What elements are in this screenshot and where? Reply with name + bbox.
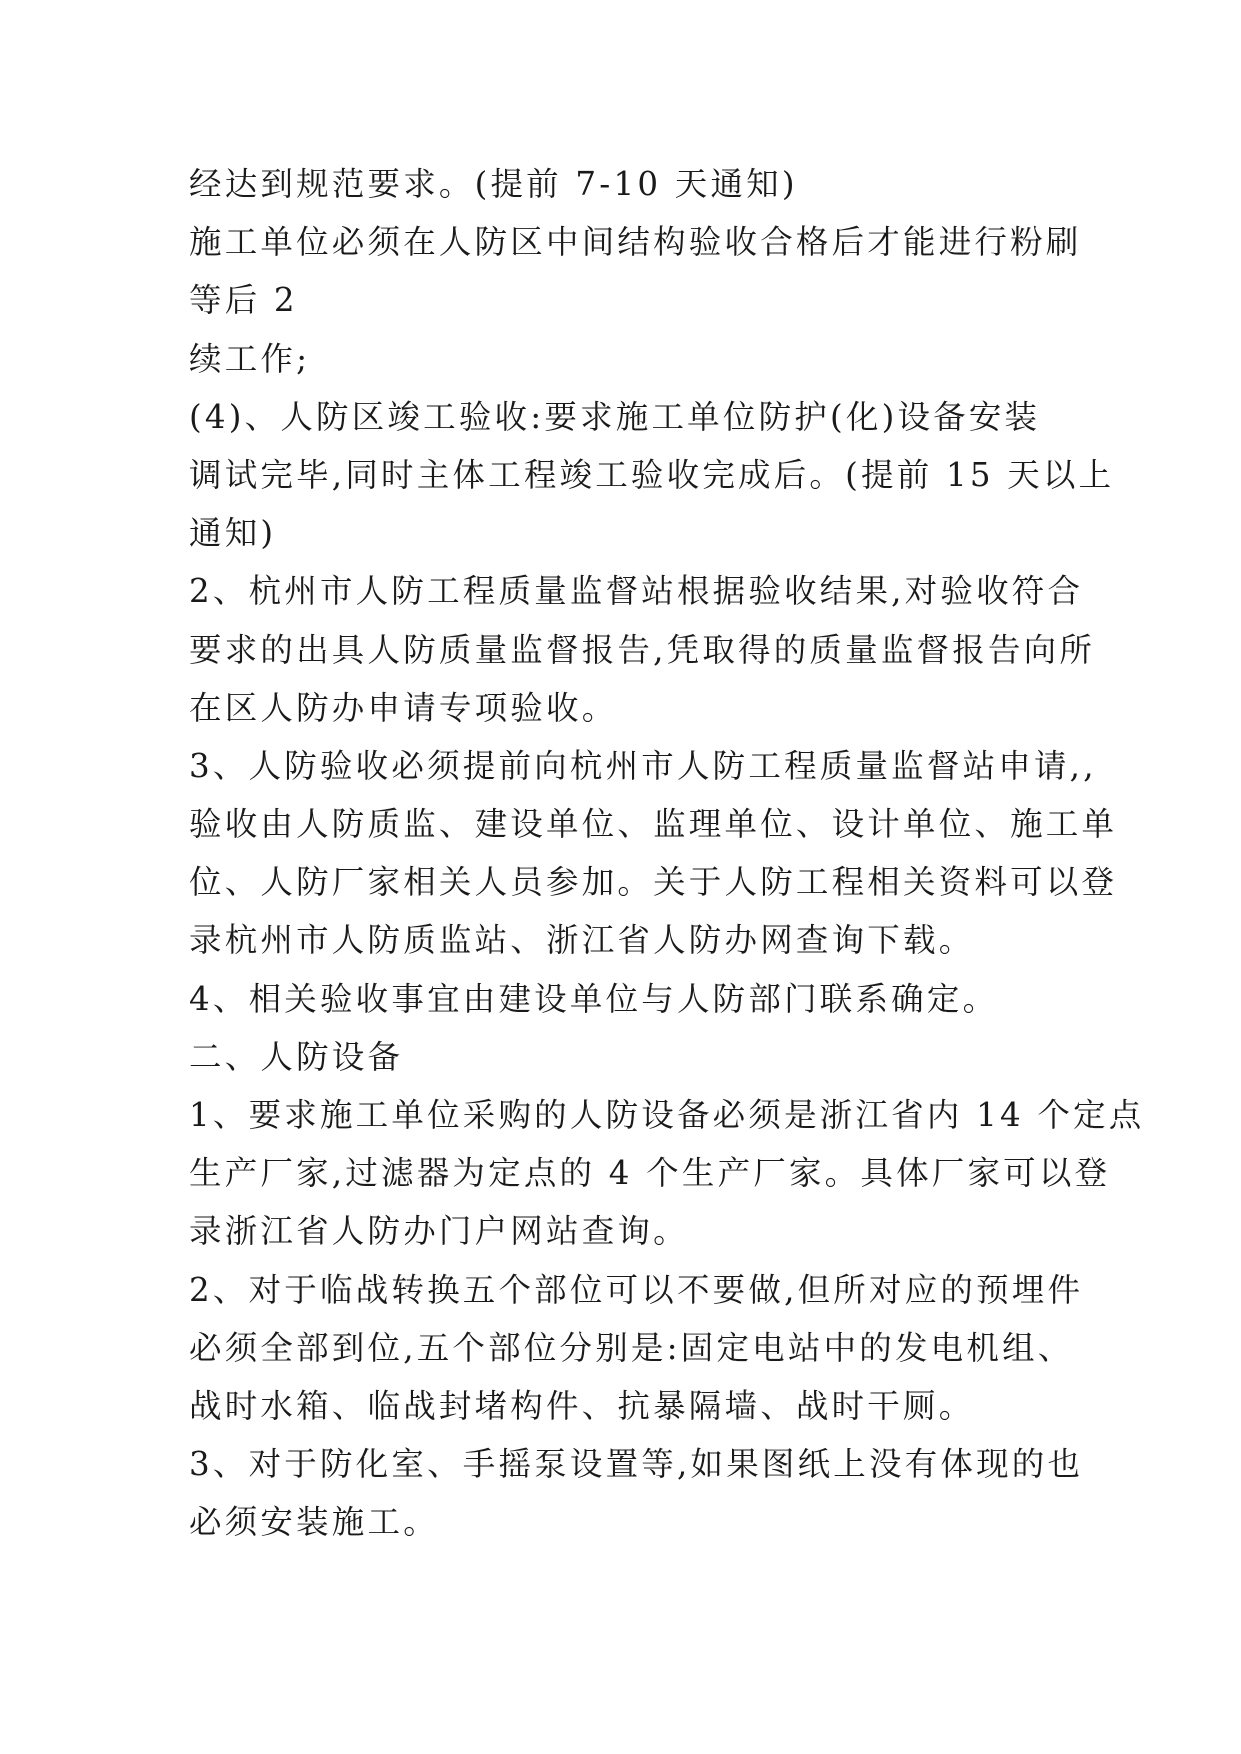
text-line: 3、人防验收必须提前向杭州市人防工程质量监督站申请,,: [189, 746, 1097, 785]
text-line: 在区人防办申请专项验收。: [189, 688, 618, 727]
text-line: 位、人防厂家相关人员参加。关于人防工程相关资料可以登: [189, 863, 1118, 902]
text-line: 2、对于临战转换五个部位可以不要做,但所对应的预埋件: [189, 1270, 1084, 1309]
text-line: 施工单位必须在人防区中间结构验收合格后才能进行粉刷: [189, 223, 1082, 262]
text-line: 必须安装施工。: [189, 1503, 439, 1542]
text-line: 战时水箱、临战封堵构件、抗暴隔墙、战时干厕。: [189, 1386, 975, 1425]
text-line: 必须全部到位,五个部位分别是:固定电站中的发电机组、: [189, 1328, 1074, 1367]
text-line: 经达到规范要求。(提前 7-10 天通知): [189, 165, 798, 203]
text-line: (4)、人防区竣工验收:要求施工单位防护(化)设备安装: [189, 397, 1041, 436]
text-line: 生产厂家,过滤器为定点的 4 个生产厂家。具体厂家可以登: [189, 1154, 1111, 1193]
text-line: 续工作;: [189, 339, 311, 378]
text-line: 4、相关验收事宜由建设单位与人防部门联系确定。: [189, 979, 999, 1018]
text-line: 1、要求施工单位采购的人防设备必须是浙江省内 14 个定点: [189, 1096, 1145, 1134]
text-line: 要求的出具人防质量监督报告,凭取得的质量监督报告向所: [189, 630, 1096, 669]
document-body: [189, 155, 1145, 1552]
text-line: 调试完毕,同时主体工程竣工验收完成后。(提前 15 天以上: [189, 455, 1115, 494]
text-line: 2、杭州市人防工程质量监督站根据验收结果,对验收符合: [189, 572, 1084, 611]
text-line: 等后 2: [189, 281, 298, 320]
text-line: 录浙江省人防办门户网站查询。: [189, 1212, 689, 1251]
text-line: 通知): [189, 514, 277, 553]
text-line: 验收由人防质监、建设单位、监理单位、设计单位、施工单: [189, 805, 1118, 844]
text-line: 录杭州市人防质监站、浙江省人防办网查询下载。: [189, 921, 975, 960]
section-heading: 二、人防设备: [189, 1037, 404, 1076]
text-line: 3、对于防化室、手摇泵设置等,如果图纸上没有体现的也: [189, 1445, 1084, 1484]
